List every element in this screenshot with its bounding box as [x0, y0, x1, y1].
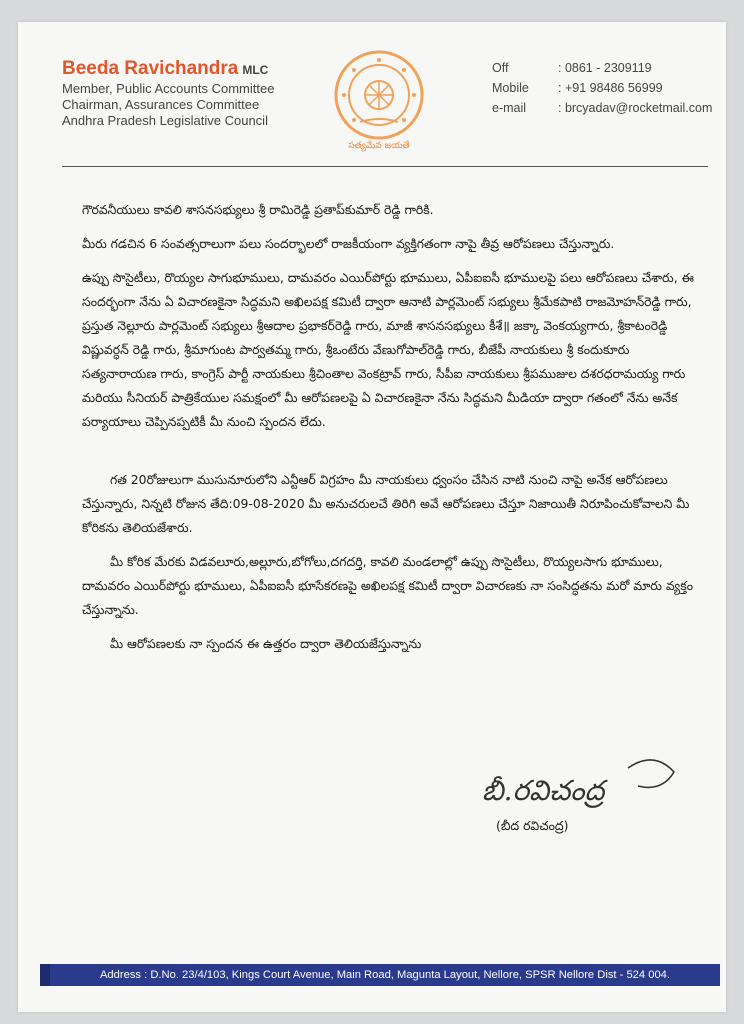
sender-designation-2: Chairman, Assurances Committee: [62, 97, 260, 112]
contact-office-value: : 0861 - 2309119: [558, 61, 652, 75]
contact-mobile-label: Mobile: [492, 81, 529, 95]
sender-designation-3: Andhra Pradesh Legislative Council: [62, 113, 268, 128]
contact-mobile-value: : +91 98486 56999: [558, 81, 663, 95]
salutation: గౌరవనీయులు కావలి శాసనసభ్యులు శ్రీ రామిరెడ్డి ప్రతాప్‌కుమార్ రెడ్డి గారికి.: [82, 202, 434, 217]
signatory-name: (బీద రవిచంద్ర): [496, 818, 569, 833]
letterhead-divider: [62, 166, 708, 167]
letter-body: [82, 198, 696, 666]
contact-email: [492, 98, 712, 118]
paragraph-4: మీ కోరిక మేరకు విడవలూరు,అల్లూరు,బోగోలు,దగదర్తి, కావలి మండలాల్లో ఉప్పు సొసైటీలు, రొయ్యలసాగు భూములు, దామవరం ఎయిర్‌పోర్టు భూములు, ఏపీఐఐసీ భూసేకరణపై అఖిలపక్ష కమిటీ ద్వారా విచారణకు నా సంసిద్ధతను మరో మారు వ్యక్తం చేస్తున్నాను.: [82, 554, 693, 617]
contact-block: [492, 58, 712, 118]
sender-name: [62, 58, 274, 81]
signature-text: బీ.రవిచంద్ర: [482, 774, 605, 807]
handwritten-signature: [478, 744, 698, 824]
contact-email-label: e-mail: [492, 101, 527, 115]
emblem-motto: సత్యమేవ జయతే: [348, 141, 410, 151]
closing-line: మీ ఆరోపణలకు నా స్పందన ఈ ఉత్తరం ద్వారా తెలియజేస్తున్నాను: [110, 636, 422, 651]
contact-office: [492, 58, 712, 78]
address-footer: Address : D.No. 23/4/103, Kings Court Avenue, Main Road, Magunta Layout, Nellore, SPSR Nellore Dist - 524 004.: [40, 964, 720, 986]
letter-page: [18, 22, 726, 1012]
paragraph-1: మీరు గడచిన 6 సంవత్సరాలుగా పలు సందర్భాలలో రాజకీయంగా వ్యక్తిగతంగా నాపై తీవ్ర ఆరోపణలు చేస్తున్నారు.: [82, 236, 615, 251]
sender-name-text: Beeda Ravichandra: [62, 58, 239, 79]
legislative-council-emblem: [332, 48, 426, 156]
sender-designation-1: Member, Public Accounts Committee: [62, 81, 275, 96]
paragraph-3: గత 20రోజులుగా ముసునూరులోని ఎన్టీఆర్ విగ్రహం మీ నాయకులు ధ్వంసం చేసిన నాటి నుంచి నాపై అనేక ఆరోపణలు చేస్తున్నారు, నిన్నటి రోజున తేది:09-08-2020 మీ అనుచరులచే తిరిగి అవే ఆరోపణలు చేస్తూ నిజాయితీ నిరూపించుకోవాలని మీ కోరికను తెలియజేశారు.: [82, 472, 690, 535]
contact-mobile: [492, 78, 712, 98]
sender-title-suffix: MLC: [242, 63, 269, 77]
contact-email-value: : brcyadav@rocketmail.com: [558, 101, 713, 115]
contact-office-label: Off: [492, 61, 509, 75]
paragraph-2: ఉప్పు సొసైటీలు, రొయ్యల సాగుభూములు, దామవరం ఎయిర్‌పోర్టు భూములు, ఏపీఐఐసీ భూములపై పలు ఆరోపణలు చేశారు, ఈ సందర్భంగా నేను ఏ విచారణకైనా సిద్ధమని అఖిలపక్ష కమిటీ ద్వారా ఆనాటి పార్లమెంట్ సభ్యులు శ్రీమేకపాటి రాజమోహన్‌రెడ్డి గారు, ప్రస్తుత నెల్లూరు పార్లమెంట్ సభ్యులు శ్రీఆదాల ప్రభాకర్‌రెడ్డి గారు, మాజీ శాసనసభ్యులు కీశే॥ జక్కా వెంకయ్యగారు, శ్రీకాటంరెడ్డి విష్ణువర్ధన్ రెడ్డి గారు, శ్రీమాగుంట పార్వతమ్మ గారు, శ్రీఒంటేరు వేణుగోపాల్‌రెడ్డి గారు, బీజేపీ నాయకులు శ్రీ కందుకూరు సత్యనారాయణ గారు, కాంగ్రెస్ పార్టీ నాయకులు శ్రీచింతాల వెంకట్రావ్ గారు, సీపీఐ నాయకులు శ్రీపముజుల దశరధరామయ్య గారు మరియు సీనియర్ పాత్రికేయుల సమక్షంలో మీ ఆరోపణలపై ఏ విచారణకైనా నేను సిద్ధమని మీడియా ద్వారా గతంలో నేను అనేక పర్యాయాలు చెప్పినప్పటికీ మీ నుంచి స్పందన లేదు.: [82, 270, 694, 429]
sender-block: [62, 58, 274, 129]
